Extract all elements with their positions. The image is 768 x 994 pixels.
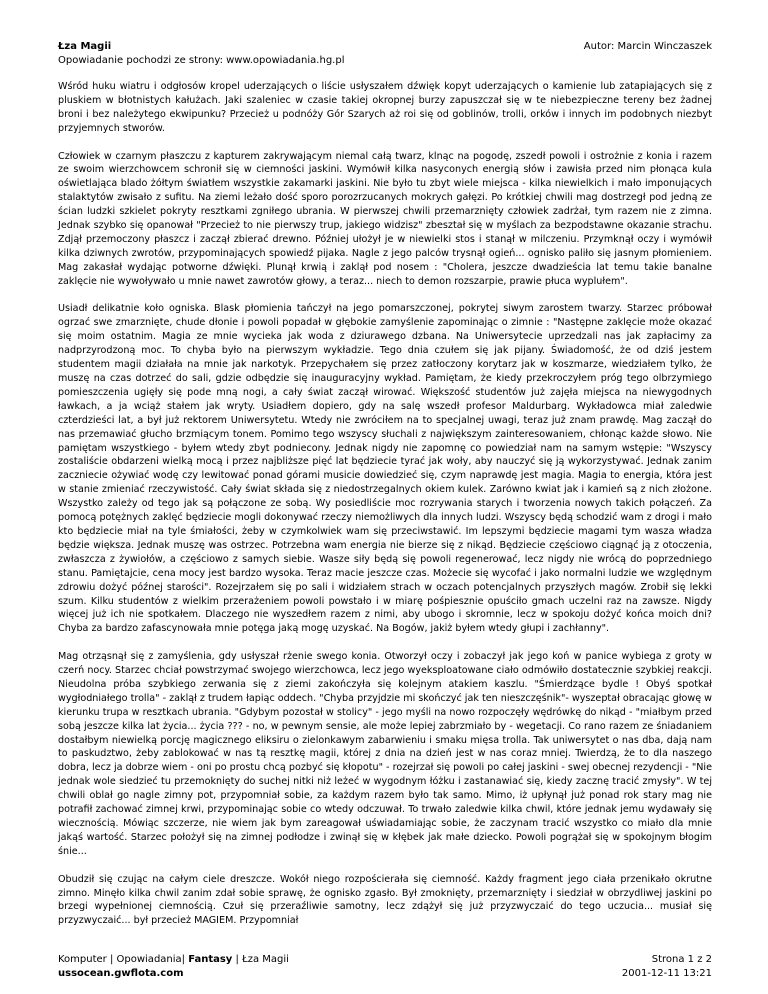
document-title: Łza Magii — [58, 41, 112, 52]
footer-breadcrumb — [58, 953, 712, 967]
breadcrumb-suffix: | Łza Magii — [232, 954, 289, 965]
footer-page-info — [622, 953, 712, 981]
paragraph: Mag otrząsnął się z zamyślenia, gdy usłyszał rżenie swego konia. Otworzył oczy i zobaczył jak jego koń w panice wybiega z groty w czerń nocy. Starzec chciał powstrzymać swojego wierzchowca, lecz jego wyeksploatowane ciało odmówiło dostatecznie szybkiej reakcji. Nieudolna próba szybkiego zerwania się z ziemi zakończyła się kolejnym atakiem kaszlu. "Śmierdzące bydle ! Obyś spotkał wygłodniałego trolla" - zaklął z trudem łapiąc oddech. "Chyba przyjdzie mi skończyć jak ten nieszczęśnik"- wyszeptał obracając głowę w kierunku trupa w resztkach ubrania. "Gdybym pozostał w stolicy" - jego myśli na nowo rozpoczęły wędrówkę do nikąd - "miałbym przed sobą jeszcze kilka lat życia... życia ??? - no, w pewnym sensie, ale może lepiej zabrzmiało by - wegetacji. Co rano razem ze śniadaniem dostałbym niewielką porcję magicznego eliksiru o zielonkawym zabarwieniu i smaku mięsa trolla. Tak uniwersytet o nas dba, dają nam to paskudztwo, żeby zablokować w nas tą resztkę magii, której z dnia na dzień jest w nas coraz mniej. Twierdzą, że to dla naszego dobra, lecz ja dobrze wiem - oni po prostu chcą pozbyć się kłopotu" - rozejrzał się powoli po całej jaskini - swej obecnej rezydencji - "Nie jednak wole siedzieć tu przemoknięty do suchej nitki niż leżeć w wygodnym łóżku i zastanawiać się, kiedy zacznę tracić zmysły". W tej chwili oblał go nagle zimny pot, przypomniał sobie, za każdym razem było tak samo. Mimo, iż upłynął już ponad rok stary mag nie potrafił zachować zimnej krwi, przypominając sobie co wtedy odczuwał. To trwało zaledwie kilka chwil, które jednak jemu wydawały się wiecznością. Mówiąc szczerze, nie wiem jak bym zareagował uświadamiając sobie, że zaczynam tracić wszystko co miało dla mnie jakąś wartość. Starzec położył się na zimnej podłodze i zwinął się w kłębek jak małe dziecko. Powoli pogrążał się w spokojnym błogim śnie... — [58, 651, 712, 857]
paragraph: Wśród huku wiatru i odgłosów kropel uderzających o liście usłyszałem dźwięk kopyt uderzających o kamienie lub zatapiających się z pluskiem w błotnistych kałużach. Jaki szaleniec w czasie takiej okropnej burzy zapuszczał się w te niebezpieczne tereny bez żadnej broni i bez należytego ekwipunku? Przecież u podnóży Gór Szarych aż roi się od goblinów, trolli, orków i innych im podobnych niezbyt przyjemnych stworów. — [58, 81, 712, 134]
page-header — [58, 40, 712, 68]
paragraph: Człowiek w czarnym płaszczu z kapturem zakrywającym niemal całą twarz, klnąc na pogodę, zszedł powoli i ostrożnie z konia i razem ze swoim wierzchowcem schronił się w ciemności jaskini. Wymówił kilka nasyconych energią słów i zawisła przed nim płonąca kula oświetlająca blado żółtym światłem wszystkie zakamarki jaskini. Nie było tu zbyt wiele miejsca - kilka niewielkich i mało imponujących stalaktytów zwisało z sufitu. Na ziemi leżało dość sporo porozrzucanych mokrych gałęzi. Po krótkiej chwili mag dostrzegł pod jedną ze ścian ludzki szkielet pokryty resztkami zgniłego ubrania. W pierwszej chwili przemarznięty człowiek zadrżał, tym razem nie z zimna. Jednak szybko się opanował "Przecież to nie pierwszy trup, jakiego widzisz" zbeształ się w myślach za bezpodstawne okazanie strachu. Zdjął przemoczony płaszcz i zaczął zbierać drewno. Później ułożył je w niewielki stos i stanął w milczeniu. Przymknął oczy i wymówił kilka dziwnych zwrotów, przypominających spowiedź pijaka. Nagle z jego palców trysnął ogień... ognisko paliło się jasnym płomieniem. Mag zakasłał wydając potworne dźwięki. Plunął krwią i zaklął pod nosem : "Cholera, jeszcze dwadzieścia lat temu takie banalne zaklęcie nie wywoływało u mnie nawet zawrotów głowy, a teraz... niech to demon rozszarpie, prawie płuca wyplułem". — [58, 150, 712, 287]
page-footer — [58, 953, 712, 981]
story-body — [58, 80, 712, 942]
breadcrumb-category: Fantasy — [188, 954, 233, 965]
page-number: Strona 1 z 2 — [651, 954, 712, 965]
paragraph: Usiadł delikatnie koło ogniska. Blask płomienia tańczył na jego pomarszczonej, pokrytej siwym zarostem twarzy. Starzec próbował ogrzać swe zmarznięte, chude dłonie i powoli popadał w głębokie zamyślenie zapominając o zimnie : "Następne zaklęcie może okazać się moim ostatnim. Magia ze mnie wycieka jak woda z dziurawego dzbana. Na Uniwersytecie uprzedzali nas jak zapłacimy za nadprzyrodzoną moc. To chyba było na pierwszym wykładzie. Tego dnia czułem się jak pijany. Świadomość, że od dziś jestem studentem magii działała na mnie jak narkotyk. Przepychałem się przez zatłoczony korytarz jak w koszmarze, wiedziałem tylko, że muszę na czas dotrzeć do sali, gdzie odbędzie się inauguracyjny wykład. Pamiętam, że kiedy przekroczyłem próg tego olbrzymiego pomieszczenia ugięły się pode mną nogi, a cały świat zaczął wirować. Większość studentów już zajęła miejsca na niewygodnych ławkach, a ja wciąż stałem jak wryty. Usiadłem dopiero, gdy na salę wszedł profesor Maldurbarg. Wykładowca miał zaledwie czterdzieści lat, a był już rektorem Uniwersytetu. Wtedy nie zwróciłem na to specjalnej uwagi, teraz już znam prawdę. Mag zaczął do nas przemawiać głucho brzmiącym tonem. Pomimo tego wszyscy słuchali z największym zainteresowaniem, chłonąc każde słowo. Nie pamiętam wszystkiego - byłem wtedy zbyt podniecony. Jednak nigdy nie zapomnę co powiedział nam na samym wstępie: "Wszyscy zostaliście obdarzeni wielką mocą i przez najbliższe pięć lat będziecie tyrać jak woły, aby nauczyć się ją wykorzystywać. Jednak zanim zaczniecie ożywiać wodę czy lewitować ponad górami musicie dowiedzieć się, czym naprawdę jest magia. Magia to energia, która jest w stanie zmieniać rzeczywistość. Cały świat składa się z niedostrzegalnych okiem kulek. Zarówno kwiat jak i kamień są z nich złożone. Wszystko zależy od tego jak są połączone ze sobą. Wy posiedliście moc rozrywania starych i tworzenia nowych takich połączeń. Za pomocą potężnych zaklęć będziecie mogli dokonywać rzeczy niemożliwych dla innych ludzi. Wszyscy będą schodzić wam z drogi i mało kto będziecie miał na tyle śmiałości, żeby w czymkolwiek wam się przeciwstawić. Im lepszymi będziecie magami tym wasza władza będzie większa. Jednak muszę was ostrzec. Potrzebna wam energia nie bierze się z nikąd. Będziecie częściowo ciągnąć ją z otoczenia, zwłaszcza z żywiołów, a częściowo z samych siebie. Wasze siły będą się powoli regenerować, lecz nigdy nie wrócą do poprzedniego stanu. Pamiętajcie, cena mocy jest bardzo wysoka. Teraz macie jeszcze czas. Możecie się wycofać i jako normalni ludzie we względnym zdrowiu dożyć późnej starości". Rozejrzałem się po sali i widziałem strach w oczach potencjalnych przyszłych magów. Zrobił się lekki szum. Kilku studentów z wielkim przerażeniem powoli powstało i w miarę pośpiesznie opuściło gmach uczelni raz na zawsze. Nigdy więcej już ich nie spotkałem. Dlaczego nie wyszedłem razem z nimi, aby ubogo i skromnie, lecz w spokoju dożyć końca moich dni? Chyba za bardzo zafascynowała mnie potęga jaką mogę uzyskać. Na Bogów, jakiż byłem wtedy głupi i zachłanny". — [58, 303, 712, 635]
author-line: Autor: Marcin Winczaszek — [583, 41, 712, 52]
footer-domain: ussocean.gwflota.com — [58, 968, 184, 979]
paragraph: Obudził się czując na całym ciele dreszcze. Wokół niego rozpościerała się ciemność. Każdy fragment jego ciała przenikało okrutne zimno. Minęło kilka chwil zanim zdał sobie sprawę, że ognisko zgasło. Był zmoknięty, przemarznięty i siedział w obrzydliwej jaskini po brzegi wypełnionej ciemnością. Czuł się przeraźliwie samotny, lecz zdążył się już przyzwyczaić do tego uczucia... musiał się przyzwyczaić... był przecież MAGIEM. Przypomniał — [58, 873, 712, 927]
print-date: 2001-12-11 13:21 — [621, 968, 712, 979]
source-line: Opowiadanie pochodzi ze strony: www.opowiadania.hg.pl — [58, 55, 345, 66]
breadcrumb-prefix: Komputer | Opowiadania| — [58, 954, 189, 965]
